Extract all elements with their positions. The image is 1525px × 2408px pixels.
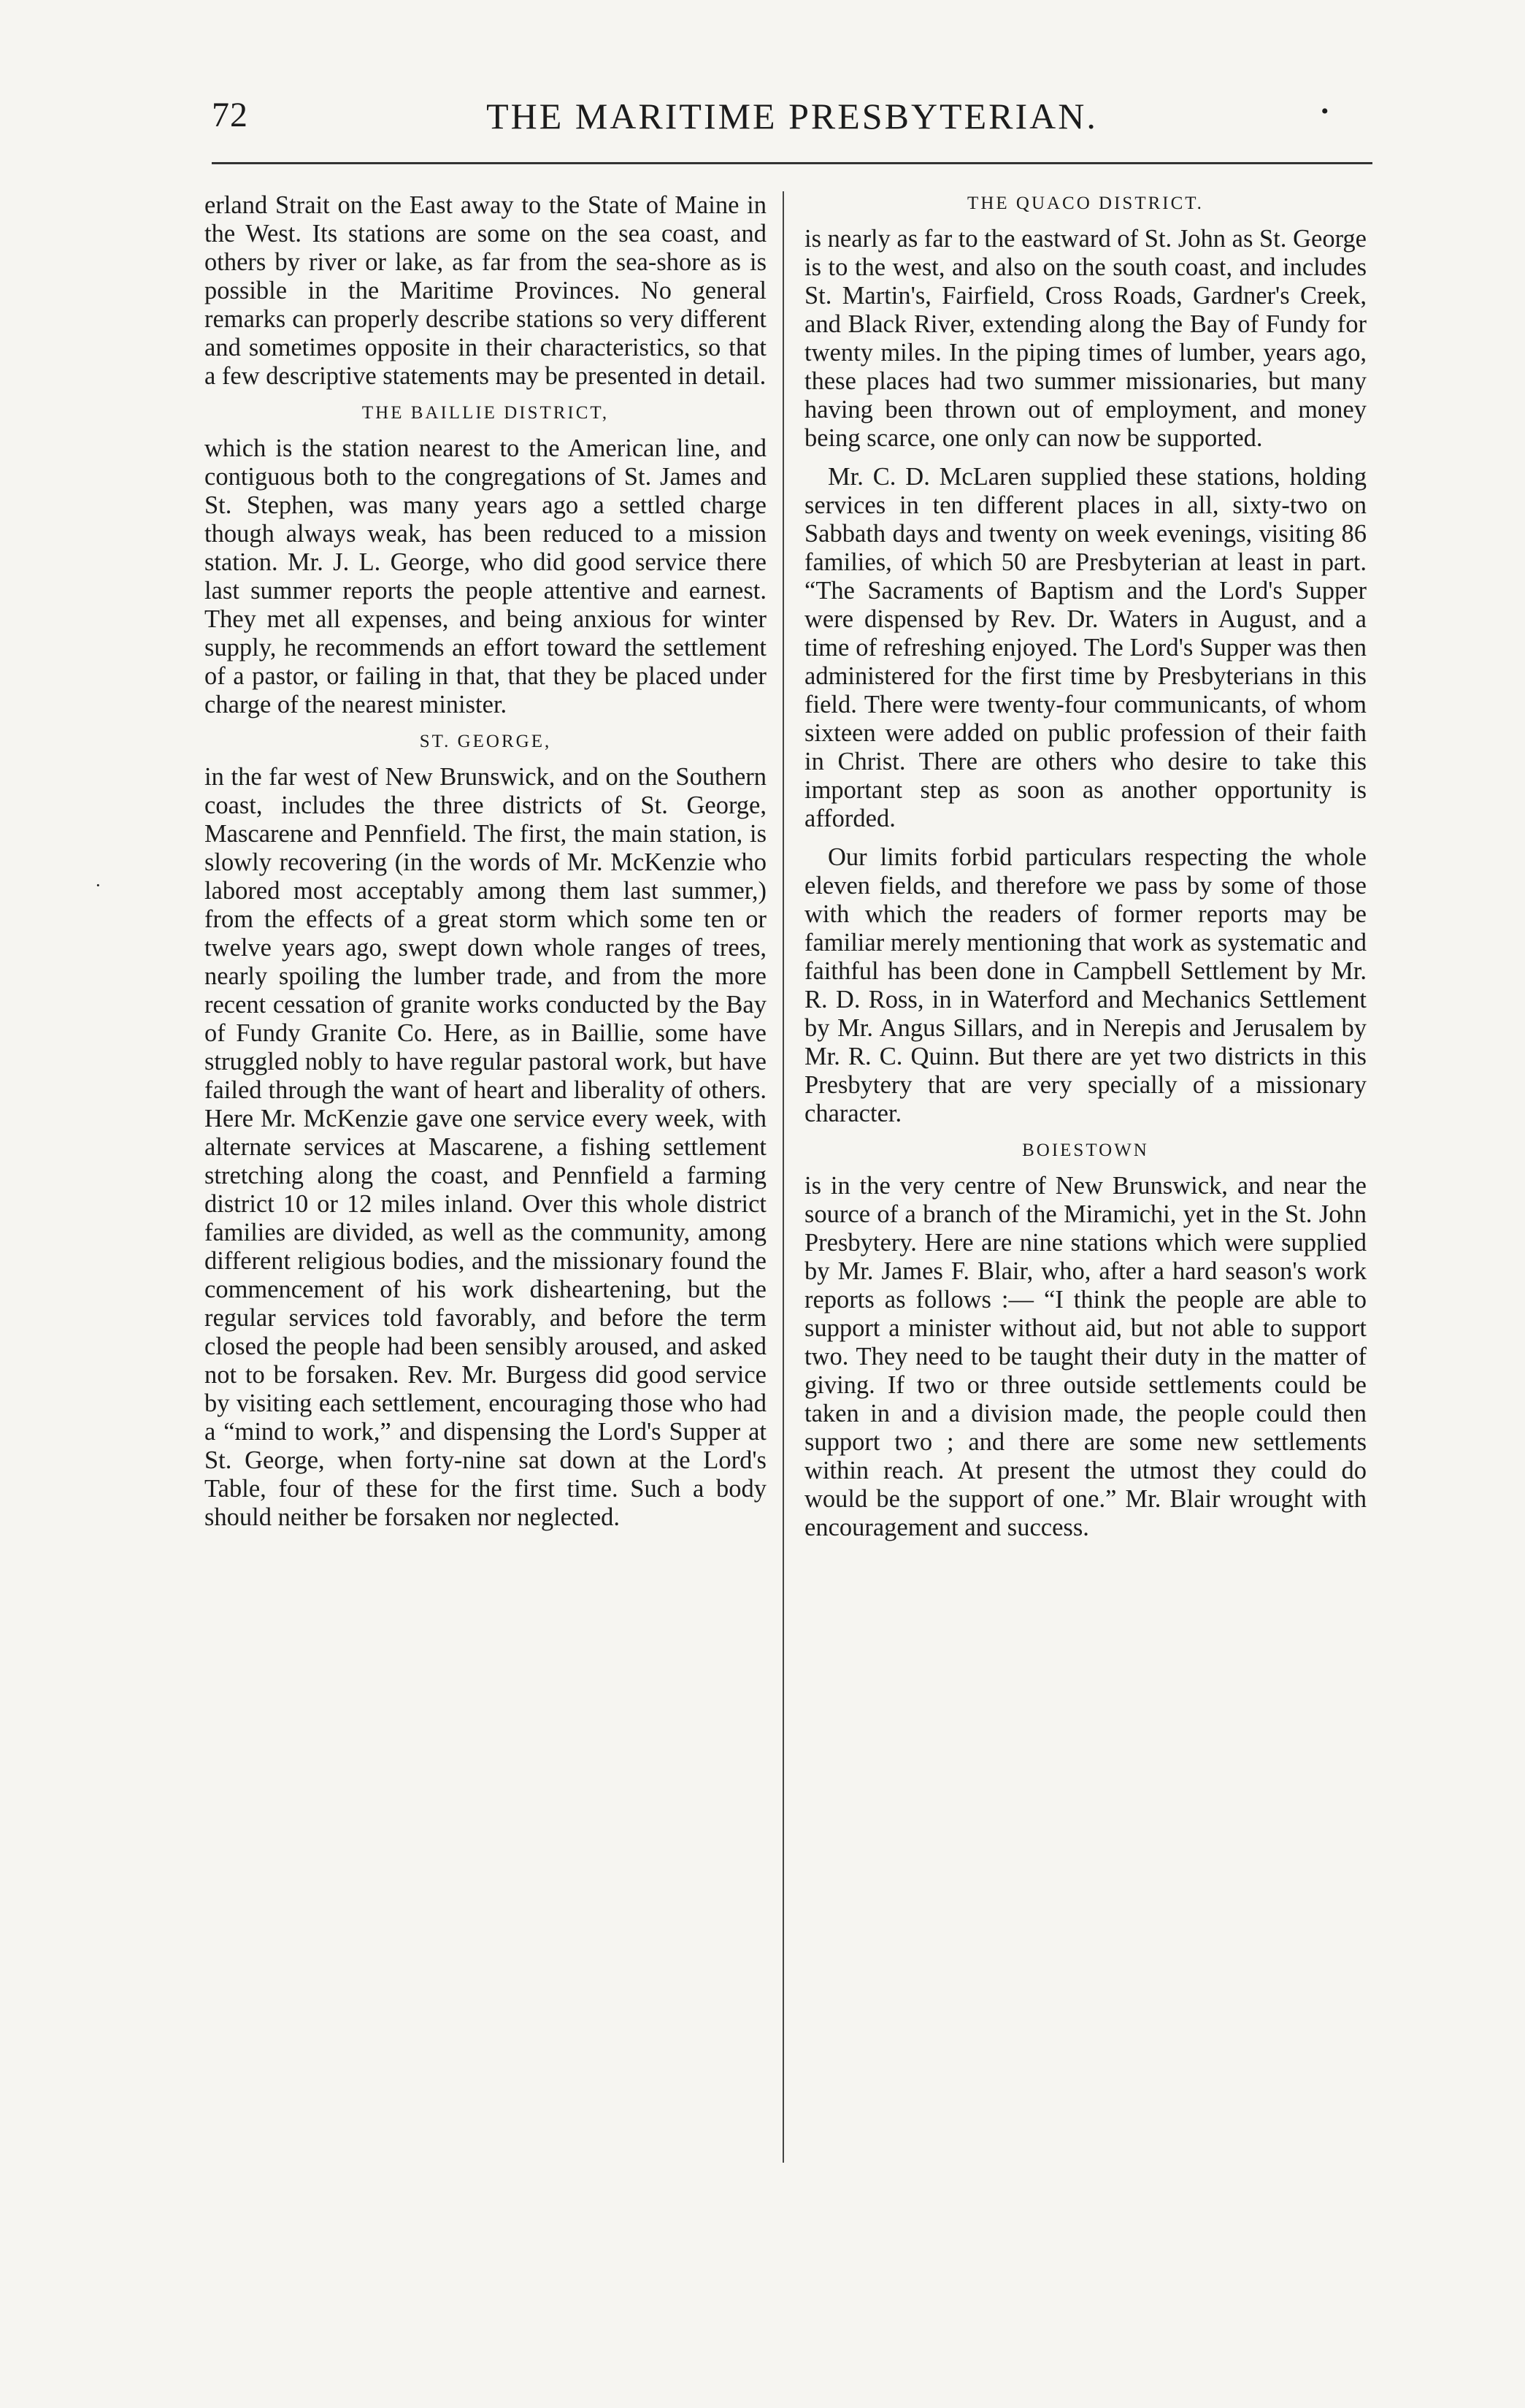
baillie-district-heading: THE BAILLIE DISTRICT, — [361, 403, 610, 423]
margin-mark: · — [95, 875, 101, 896]
left-column — [204, 191, 767, 1542]
st-george-heading: ST. GEORGE, — [419, 732, 552, 751]
baillie-district-paragraph: which is the station nearest to the American line, and contiguous both to the congregations of St. James and St. Stephen, was many years ago a settled charge though always weak, has been reduced to a mission station. Mr. J. L. George, who did good service there last summer reports the people attentive and earnest. They met all expenses, and being anxious for winter supply, he recommends an effort toward the settlement of a pastor, or failing in that, that they be placed under charge of the nearest minister. — [204, 434, 767, 718]
mclaren-paragraph: Mr. C. D. McLaren supplied these stations, holding services in ten different places in all, sixty-two on Sabbath days and twenty on week evenings, visiting 86 families, of which 50 are Presbyterian at least in part. “The Sacraments of Baptism and the Lord's Supper were dispensed by Rev. Dr. Waters in August, and a time of refreshing enjoyed. The Lord's Supper was then administered for the first time by Presbyterians in this field. There were twenty-four communicants, of whom sixteen were added on public profession of their faith in Christ. There are others who desire to take this important step as soon as another opportunity is afforded. — [804, 463, 1367, 832]
header-rule — [212, 162, 1372, 164]
page-number: 72 — [212, 96, 248, 134]
right-column — [804, 191, 1367, 1552]
header-mark: • — [1321, 99, 1329, 123]
running-title: THE MARITIME PRESBYTERIAN. — [486, 96, 1098, 137]
intro-paragraph: erland Strait on the East away to the State of Maine in the West. Its stations are some on the sea coast, and others by river or lake, as far from the sea-shore as is possible in the Maritime Provinces. No general remarks can properly describe stations so very different and sometimes opposite in their characteristics, so that a few descriptive statements may be presented in detail. — [204, 191, 767, 390]
boiestown-heading: BOIESTOWN — [1022, 1140, 1149, 1160]
st-george-paragraph: in the far west of New Brunswick, and on the Southern coast, includes the three districts of St. George, Mascarene and Pennfield. The first, the main station, is slowly recovering (in the words of Mr. McKenzie who labored most acceptably among them last summer,) from the effects of a great storm which some ten or twelve years ago, swept down whole ranges of trees, nearly spoiling the lumber trade, and from the more recent cessation of granite works conducted by the Bay of Fundy Granite Co. Here, as in Baillie, some have struggled nobly to have regular pastoral work, but have failed through the want of heart and liberality of others. Here Mr. McKenzie gave one service every week, with alternate services at Mascarene, a fishing settlement stretching along the coast, and Pennfield a farming district 10 or 12 miles inland. Over this whole district families are divided, as well as the community, among different religious bodies, and the missionary found the commencement of his work disheartening, but the regular services told favorably, and before the term closed the people had been sensibly aroused, and asked not to be forsaken. Rev. Mr. Burgess did good service by visiting each settlement, encouraging those who had a “mind to work,” and dispensing the Lord's Supper at St. George, when forty-nine sat down at the Lord's Table, four of these for the first time. Such a body should neither be forsaken nor neglected. — [204, 763, 767, 1531]
quaco-district-heading: THE QUACO DISTRICT. — [967, 193, 1204, 213]
column-divider — [783, 191, 784, 2163]
limits-paragraph: Our limits forbid particulars respecting the whole eleven fields, and therefore we pass by some of those with which the readers of former reports may be familiar merely mentioning that work as systematic and faithful has been done in Campbell Settlement by Mr. R. D. Ross, in in Waterford and Mechanics Settlement by Mr. Angus Sillars, and in Nerepis and Jerusalem by Mr. R. C. Quinn. But there are yet two districts in this Presbytery that are very specially of a missionary character. — [804, 843, 1367, 1127]
boiestown-paragraph: is in the very centre of New Brunswick, and near the source of a branch of the Miramichi, yet in the St. John Presbytery. Here are nine stations which were supplied by Mr. James F. Blair, who, after a hard season's work reports as follows :— “I think the people are able to support a minister without aid, but not able to support two. They need to be taught their duty in the matter of giving. If two or three outside settlements could be taken in and a division made, the people could then support two ; and there are some new settlements within reach. At present the utmost they could do would be the support of one.” Mr. Blair wrought with encouragement and success. — [804, 1172, 1367, 1541]
quaco-district-paragraph: is nearly as far to the eastward of St. John as St. George is to the west, and also on the south coast, and includes St. Martin's, Fairfield, Cross Roads, Gardner's Creek, and Black River, extending along the Bay of Fundy for twenty miles. In the piping times of lumber, years ago, these places had two summer missionaries, but many having been thrown out of employment, and money being scarce, one only can now be supported. — [804, 225, 1367, 452]
page-header — [212, 95, 1372, 153]
